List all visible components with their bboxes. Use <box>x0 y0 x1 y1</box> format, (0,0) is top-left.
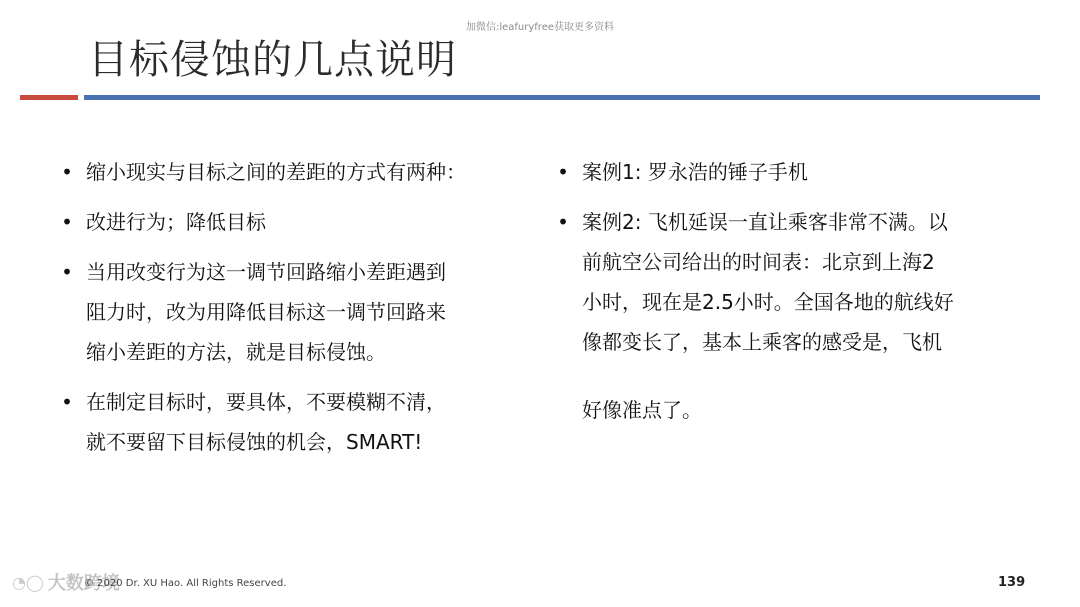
bullet-line: 案例2: 飞机延误一直让乘客非常不满。以 <box>582 210 948 234</box>
top-watermark: 加微信:leafuryfree获取更多资料 <box>465 22 615 33</box>
bullet-item <box>60 252 530 372</box>
title-rule <box>84 95 1040 100</box>
blank-line <box>582 362 1036 390</box>
bullet-line: 前航空公司给出的时间表：北京到上海2 <box>582 250 935 274</box>
bullet-dot-icon: • <box>557 210 569 234</box>
bullet-line: 就不要留下目标侵蚀的机会，SMART! <box>86 430 423 454</box>
bullet-dot-icon: • <box>61 260 73 284</box>
bullet-line: 阻力时，改为用降低目标这一调节回路来 <box>86 300 446 324</box>
bullet-line: 小时，现在是2.5小时。全国各地的航线好 <box>582 290 954 314</box>
footer-copyright: © 2020 Dr. XU Hao. All Rights Reserved. <box>84 578 287 589</box>
bullet-line: 缩小差距的方法，就是目标侵蚀。 <box>86 340 386 364</box>
bullet-line: 好像准点了。 <box>582 398 702 422</box>
bullet-item <box>556 152 1036 192</box>
bullet-line: 缩小现实与目标之间的差距的方式有两种： <box>86 160 466 184</box>
page-number: 139 <box>998 575 1026 590</box>
bullet-item <box>60 382 530 462</box>
bullet-line: 像都变长了，基本上乘客的感受是，飞机 <box>582 330 942 354</box>
bullet-dot-icon: • <box>557 160 569 184</box>
bullet-line: 改进行为；降低目标 <box>86 210 266 234</box>
slide-title: 目标侵蚀的几点说明 <box>88 37 457 83</box>
logo-mark-icon: ◔◯ <box>12 572 44 592</box>
right-bullet-list <box>556 152 1036 440</box>
title-rule-accent <box>20 95 78 100</box>
footer-logo-text: 大数跨境 <box>47 573 120 594</box>
bullet-line: 当用改变行为这一调节回路缩小差距遇到 <box>86 260 446 284</box>
bullet-dot-icon: • <box>61 210 73 234</box>
bullet-dot-icon: • <box>61 160 73 184</box>
left-bullet-list <box>60 152 530 472</box>
bullet-line: 案例1: 罗永浩的锤子手机 <box>582 160 808 184</box>
bullet-line: 在制定目标时，要具体，不要模糊不清， <box>86 390 446 414</box>
bullet-item <box>60 152 530 192</box>
bullet-item <box>556 202 1036 430</box>
bullet-item <box>60 202 530 242</box>
bullet-dot-icon: • <box>61 390 73 414</box>
